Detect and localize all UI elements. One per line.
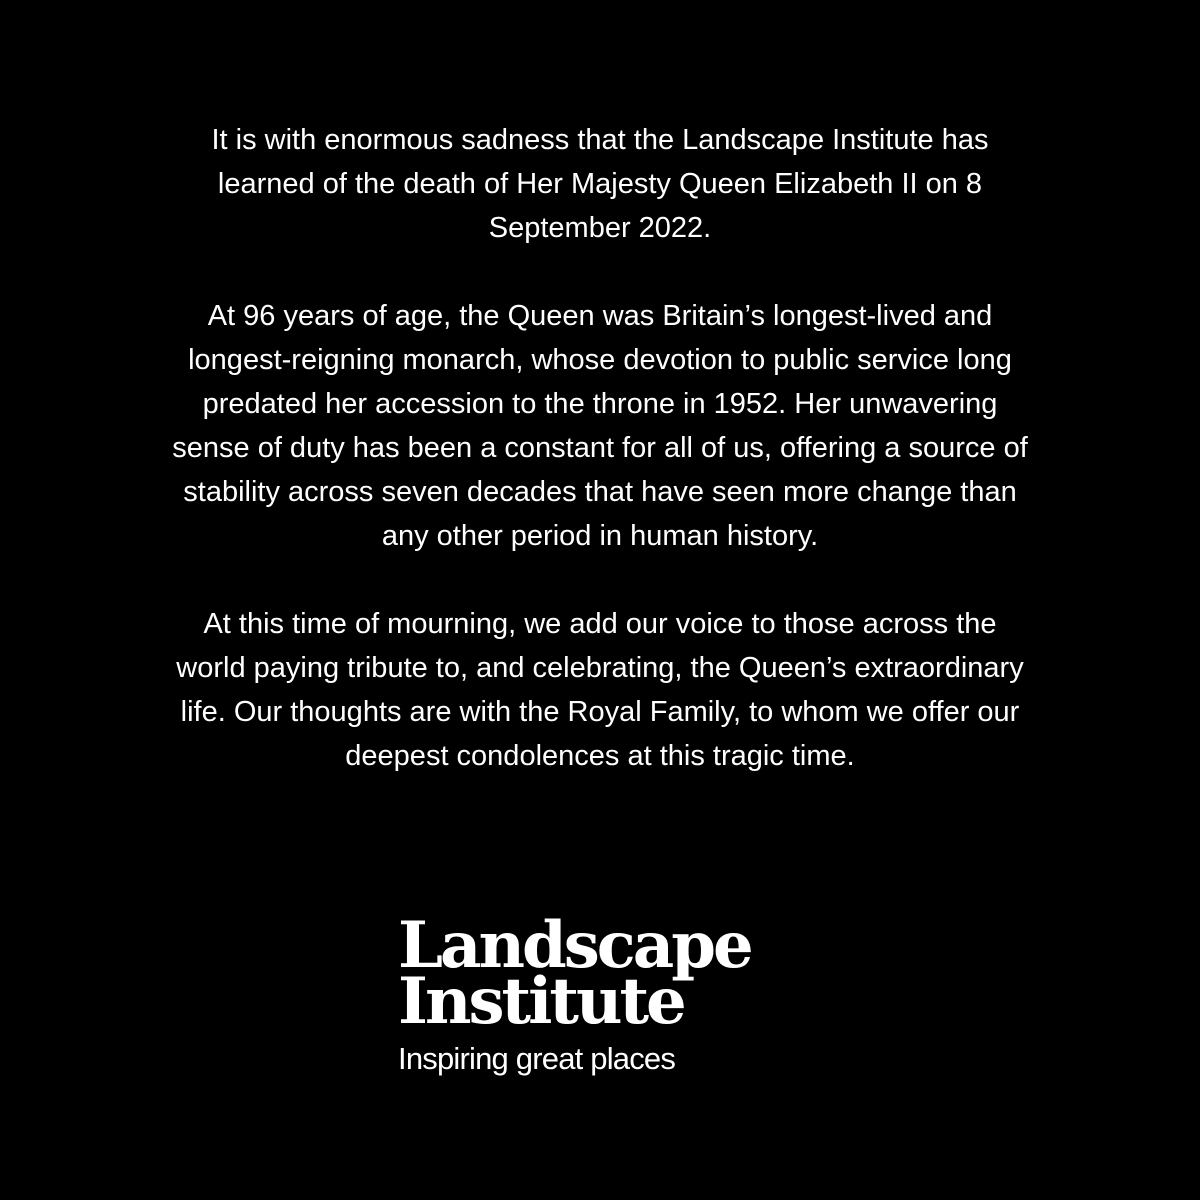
logo-tagline: Inspiring great places xyxy=(398,1041,676,1076)
logo-wordmark: Landscape Institute xyxy=(398,908,751,1039)
landscape-institute-logo xyxy=(398,908,818,1078)
statement-paragraph-1: It is with enormous sadness that the Landscape Institute has learned of the death of Her Majesty Queen Elizabeth II on 8 September 2022. xyxy=(211,124,989,244)
tribute-statement xyxy=(100,118,1100,778)
statement-paragraph-3: At this time of mourning, we add our voice to those across the world paying tribute to, and celebrating, the Queen’s extraordinary life. Our thoughts are with the Royal Family, to whom we offer our deepest condolences at this tragic time. xyxy=(176,608,1024,772)
statement-paragraph-2: At 96 years of age, the Queen was Britain’s longest-lived and longest-reigning monarch, whose devotion to public service long predated her accession to the throne in 1952. Her unwavering sense of duty has been a constant for all of us, offering a source of stability across seven decades that have seen more change than any other period in human history. xyxy=(172,300,1028,552)
